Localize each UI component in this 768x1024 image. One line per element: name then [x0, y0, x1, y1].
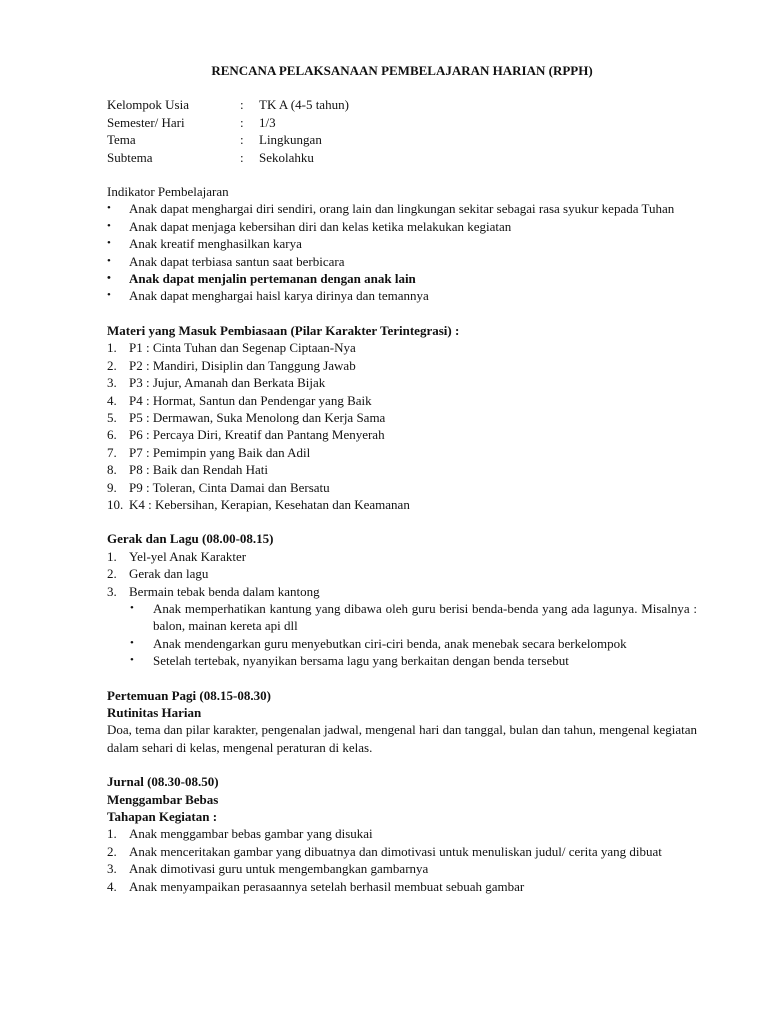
list-item-text: Setelah tertebak, nyanyikan bersama lagu yang berkaitan dengan benda tersebut — [153, 653, 569, 669]
item-number: 1. — [107, 548, 117, 564]
bullet-icon: • — [130, 601, 134, 614]
list-item-text: P9 : Toleran, Cinta Damai dan Bersatu — [129, 479, 330, 495]
bullet-icon: • — [107, 289, 111, 302]
item-number: 4. — [107, 878, 117, 894]
list-item — [130, 600, 697, 635]
jurnal-heading: Jurnal (08.30-08.50) — [107, 774, 219, 790]
info-label: Kelompok Usia — [107, 97, 189, 113]
list-item — [107, 218, 697, 235]
list-item — [107, 479, 697, 496]
list-item-text: P8 : Baik dan Rendah Hati — [129, 462, 269, 478]
item-number: 1. — [107, 826, 117, 842]
info-label: Subtema — [107, 149, 153, 165]
jurnal-list — [107, 825, 697, 895]
item-number: 7. — [107, 444, 117, 460]
list-item — [107, 339, 697, 356]
list-item-text: Gerak dan lagu — [129, 566, 209, 582]
info-value: 1/3 — [259, 114, 276, 130]
list-item-text: Anak menggambar bebas gambar yang disukai — [129, 826, 373, 842]
gerak-heading: Gerak dan Lagu (08.00-08.15) — [107, 531, 274, 547]
list-item-text: Anak dapat terbiasa santun saat berbicara — [129, 253, 345, 269]
list-item — [107, 374, 697, 391]
list-item-text: Anak kreatif menghasilkan karya — [129, 236, 302, 252]
item-number: 2. — [107, 357, 117, 373]
bullet-icon: • — [130, 636, 134, 649]
gerak-section — [107, 530, 697, 669]
item-number: 1. — [107, 340, 117, 356]
list-item — [107, 444, 697, 461]
list-item-text: P2 : Mandiri, Disiplin dan Tanggung Jawab — [129, 357, 356, 373]
list-item — [107, 548, 697, 565]
info-value: Lingkungan — [259, 132, 322, 148]
list-item — [107, 253, 697, 270]
item-number: 6. — [107, 427, 117, 443]
list-item-text: Anak dapat menghargai diri sendiri, orang lain dan lingkungan sekitar sebagai rasa syukur kepada Tuhan — [129, 201, 675, 217]
list-item-text: P5 : Dermawan, Suka Menolong dan Kerja Sama — [129, 409, 386, 425]
list-item — [107, 287, 697, 304]
list-item-text: Anak memperhatikan kantung yang dibawa oleh guru berisi benda-benda yang ada lagunya. Misalnya : balon, mainan kereta api dll — [153, 600, 697, 634]
list-item-text: P7 : Pemimpin yang Baik dan Adil — [129, 444, 311, 460]
info-colon: : — [240, 114, 244, 130]
list-item-text: Anak mendengarkan guru menyebutkan ciri-ciri benda, anak menebak secara berkelompok — [153, 635, 627, 651]
info-value: TK A (4-5 tahun) — [259, 97, 349, 113]
indikator-section — [107, 183, 697, 305]
list-item — [107, 392, 697, 409]
item-number: 8. — [107, 462, 117, 478]
info-colon: : — [240, 149, 244, 165]
list-item — [107, 409, 697, 426]
list-item — [107, 426, 697, 443]
bullet-icon: • — [107, 254, 111, 267]
pertemuan-section — [107, 687, 697, 757]
list-item-text: Anak dapat menjaga kebersihan diri dan kelas ketika melakukan kegiatan — [129, 218, 512, 234]
info-colon: : — [240, 132, 244, 148]
indikator-heading: Indikator Pembelajaran — [107, 184, 229, 200]
bullet-icon: • — [107, 237, 111, 250]
gerak-list — [107, 548, 697, 600]
list-item — [107, 461, 697, 478]
list-item-text: P1 : Cinta Tuhan dan Segenap Ciptaan-Nya — [129, 340, 356, 356]
materi-heading: Materi yang Masuk Pembiasaan (Pilar Karakter Terintegrasi) : — [107, 322, 460, 338]
item-number: 2. — [107, 566, 117, 582]
item-number: 3. — [107, 861, 117, 877]
list-item — [107, 878, 697, 895]
pertemuan-text: Doa, tema dan pilar karakter, pengenalan jadwal, mengenal hari dan tanggal, bulan dan tahun, mengenal kegiatan dalam sehari di kelas, mengenal peraturan di kelas. — [107, 722, 697, 755]
list-item-text: Anak dimotivasi guru untuk mengembangkan gambarnya — [129, 861, 429, 877]
info-block — [107, 96, 697, 166]
list-item — [107, 843, 697, 860]
item-number: 4. — [107, 392, 117, 408]
list-item — [130, 652, 697, 669]
list-item — [107, 583, 697, 600]
info-row — [107, 131, 697, 148]
list-item — [107, 825, 697, 842]
list-item-text: Yel-yel Anak Karakter — [129, 548, 247, 564]
bullet-icon: • — [107, 219, 111, 232]
item-number: 2. — [107, 843, 117, 859]
list-item — [130, 635, 697, 652]
list-item-text: K4 : Kebersihan, Kerapian, Kesehatan dan Keamanan — [129, 496, 410, 512]
pertemuan-heading: Pertemuan Pagi (08.15-08.30) — [107, 687, 271, 703]
item-number: 10. — [107, 496, 124, 512]
bullet-icon: • — [107, 272, 111, 285]
tahapan-heading: Tahapan Kegiatan : — [107, 809, 218, 825]
info-row — [107, 149, 697, 166]
list-item — [107, 565, 697, 582]
list-item-text: P3 : Jujur, Amanah dan Berkata Bijak — [129, 375, 326, 391]
list-item-text: Anak dapat menjalin pertemanan dengan anak lain — [129, 271, 416, 287]
materi-list — [107, 339, 697, 513]
list-item — [107, 357, 697, 374]
pertemuan-subheading: Rutinitas Harian — [107, 705, 202, 720]
info-label: Semester/ Hari — [107, 114, 185, 130]
info-value: Sekolahku — [259, 149, 314, 165]
gerak-sub-list — [130, 600, 697, 670]
info-colon: : — [240, 97, 244, 113]
item-number: 3. — [107, 375, 117, 391]
list-item-text: Anak menceritakan gambar yang dibuatnya dan dimotivasi untuk menuliskan judul/ cerita yang dibuat — [129, 843, 662, 859]
list-item — [107, 235, 697, 252]
info-label: Tema — [107, 132, 136, 148]
item-number: 5. — [107, 409, 117, 425]
bullet-icon: • — [130, 654, 134, 667]
list-item-text: Anak dapat menghargai haisl karya dirinya dan temannya — [129, 288, 429, 304]
info-row — [107, 96, 697, 113]
list-item-text: Anak menyampaikan perasaannya setelah berhasil membuat sebuah gambar — [129, 878, 525, 894]
list-item — [107, 860, 697, 877]
document-title: RENCANA PELAKSANAAN PEMBELAJARAN HARIAN (RPPH) — [211, 63, 593, 78]
info-row — [107, 114, 697, 131]
list-item — [107, 200, 697, 217]
bullet-icon: • — [107, 202, 111, 215]
item-number: 3. — [107, 583, 117, 599]
indikator-list — [107, 200, 697, 304]
jurnal-subheading: Menggambar Bebas — [107, 791, 219, 807]
list-item-text: P6 : Percaya Diri, Kreatif dan Pantang Menyerah — [129, 427, 385, 443]
list-item — [107, 270, 697, 287]
list-item-text: P4 : Hormat, Santun dan Pendengar yang Baik — [129, 392, 372, 408]
list-item — [107, 496, 697, 513]
list-item-text: Bermain tebak benda dalam kantong — [129, 583, 320, 599]
item-number: 9. — [107, 479, 117, 495]
jurnal-section — [107, 773, 697, 895]
document-content — [107, 62, 697, 895]
materi-section — [107, 322, 697, 513]
